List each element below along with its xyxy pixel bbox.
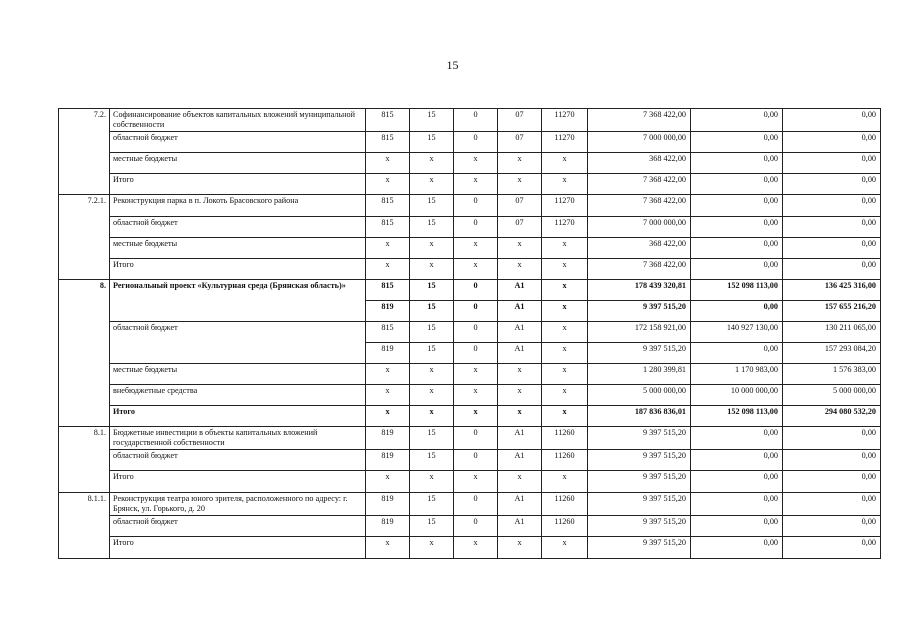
amount-cell: 187 836 836,01 [588, 406, 691, 427]
code-cell: 0 [454, 280, 498, 301]
table-row [59, 385, 881, 406]
row-name: Итого [110, 471, 366, 493]
amount-cell: 0,00 [691, 217, 783, 238]
code-cell: х [366, 238, 410, 259]
table-row [59, 217, 881, 238]
amount-cell: 0,00 [783, 537, 881, 559]
code-cell: х [366, 406, 410, 427]
code-cell: 15 [410, 301, 454, 322]
code-cell: 11270 [542, 109, 588, 132]
code-cell: х [410, 153, 454, 174]
amount-cell: 0,00 [691, 174, 783, 195]
code-cell: 15 [410, 450, 454, 471]
code-cell: 11260 [542, 450, 588, 471]
amount-cell: 10 000 000,00 [691, 385, 783, 406]
code-cell: 819 [366, 427, 410, 450]
amount-cell: 0,00 [691, 109, 783, 132]
code-cell: 15 [410, 195, 454, 217]
table-row [59, 195, 881, 217]
table-row [59, 280, 881, 301]
code-cell: 815 [366, 109, 410, 132]
code-cell: х [410, 259, 454, 280]
amount-cell: 9 397 515,20 [588, 516, 691, 537]
amount-cell: 0,00 [783, 174, 881, 195]
code-cell: х [454, 385, 498, 406]
code-cell: х [454, 259, 498, 280]
table-row [59, 427, 881, 450]
row-number: 8. [59, 280, 110, 427]
amount-cell: 0,00 [691, 537, 783, 559]
code-cell: х [498, 153, 542, 174]
amount-cell: 7 368 422,00 [588, 195, 691, 217]
table-row [59, 153, 881, 174]
row-name: Итого [110, 537, 366, 559]
row-name: Реконструкция театра юного зрителя, расположенного по адресу: г. Брянск, ул. Горького, д. 20 [110, 493, 366, 516]
amount-cell: 0,00 [691, 343, 783, 364]
amount-cell: 0,00 [783, 427, 881, 450]
row-name: Итого [110, 259, 366, 280]
code-cell: х [542, 322, 588, 343]
code-cell: х [454, 153, 498, 174]
amount-cell: 7 000 000,00 [588, 217, 691, 238]
code-cell: 11260 [542, 427, 588, 450]
table-row [59, 537, 881, 559]
code-cell: 15 [410, 132, 454, 153]
table-row [59, 322, 881, 343]
code-cell: х [542, 280, 588, 301]
code-cell: 0 [454, 427, 498, 450]
code-cell: 15 [410, 217, 454, 238]
code-cell: 15 [410, 343, 454, 364]
table-row [59, 259, 881, 280]
row-name: местные бюджеты [110, 364, 366, 385]
amount-cell: 136 425 316,00 [783, 280, 881, 301]
table-row [59, 471, 881, 493]
amount-cell: 0,00 [783, 450, 881, 471]
row-name: областной бюджет [110, 132, 366, 153]
code-cell: х [366, 537, 410, 559]
amount-cell: 0,00 [691, 427, 783, 450]
row-name: внебюджетные средства [110, 385, 366, 406]
table-row [59, 493, 881, 516]
code-cell: х [366, 259, 410, 280]
code-cell: 07 [498, 132, 542, 153]
row-name: Итого [110, 174, 366, 195]
code-cell: х [410, 174, 454, 195]
amount-cell: 0,00 [691, 516, 783, 537]
amount-cell: 157 293 084,20 [783, 343, 881, 364]
table-row [59, 406, 881, 427]
code-cell: 815 [366, 322, 410, 343]
code-cell: 07 [498, 195, 542, 217]
row-name: Реконструкция парка в п. Локоть Брасовского района [110, 195, 366, 217]
code-cell: 11270 [542, 195, 588, 217]
code-cell: х [498, 471, 542, 493]
code-cell: 0 [454, 301, 498, 322]
table-row [59, 174, 881, 195]
code-cell: А1 [498, 493, 542, 516]
amount-cell: 152 098 113,00 [691, 406, 783, 427]
code-cell: х [366, 174, 410, 195]
amount-cell: 1 576 383,00 [783, 364, 881, 385]
code-cell: х [498, 238, 542, 259]
amount-cell: 1 170 983,00 [691, 364, 783, 385]
code-cell: х [410, 471, 454, 493]
code-cell: х [498, 259, 542, 280]
amount-cell: 0,00 [691, 132, 783, 153]
code-cell: х [542, 471, 588, 493]
amount-cell: 157 655 216,20 [783, 301, 881, 322]
code-cell: 819 [366, 450, 410, 471]
row-name: областной бюджет [110, 322, 366, 364]
code-cell: 0 [454, 450, 498, 471]
table-row [59, 364, 881, 385]
amount-cell: 0,00 [691, 195, 783, 217]
amount-cell: 0,00 [783, 153, 881, 174]
code-cell: х [410, 364, 454, 385]
amount-cell: 0,00 [783, 132, 881, 153]
row-number: 7.2.1. [59, 195, 110, 280]
amount-cell: 130 211 065,00 [783, 322, 881, 343]
code-cell: А1 [498, 450, 542, 471]
row-name: местные бюджеты [110, 238, 366, 259]
code-cell: 815 [366, 195, 410, 217]
row-number: 7.2. [59, 109, 110, 195]
code-cell: 15 [410, 516, 454, 537]
amount-cell: 9 397 515,20 [588, 471, 691, 493]
amount-cell: 0,00 [691, 301, 783, 322]
code-cell: х [366, 471, 410, 493]
code-cell: х [454, 174, 498, 195]
amount-cell: 152 098 113,00 [691, 280, 783, 301]
code-cell: 819 [366, 493, 410, 516]
amount-cell: 9 397 515,20 [588, 427, 691, 450]
code-cell: А1 [498, 280, 542, 301]
code-cell: 819 [366, 343, 410, 364]
table-row [59, 132, 881, 153]
row-name: Софинансирование объектов капитальных вложений муниципальной собственности [110, 109, 366, 132]
amount-cell: 0,00 [783, 516, 881, 537]
code-cell: х [454, 471, 498, 493]
code-cell: 11260 [542, 516, 588, 537]
amount-cell: 0,00 [691, 450, 783, 471]
code-cell: х [454, 238, 498, 259]
code-cell: х [410, 537, 454, 559]
code-cell: А1 [498, 516, 542, 537]
code-cell: х [498, 537, 542, 559]
table-row [59, 238, 881, 259]
amount-cell: 0,00 [691, 471, 783, 493]
code-cell: х [542, 385, 588, 406]
code-cell: х [366, 385, 410, 406]
amount-cell: 7 368 422,00 [588, 109, 691, 132]
row-name: местные бюджеты [110, 153, 366, 174]
amount-cell: 0,00 [691, 238, 783, 259]
amount-cell: 0,00 [691, 259, 783, 280]
amount-cell: 140 927 130,00 [691, 322, 783, 343]
table-row [59, 450, 881, 471]
code-cell: 0 [454, 322, 498, 343]
code-cell: х [542, 153, 588, 174]
code-cell: 15 [410, 427, 454, 450]
code-cell: х [542, 364, 588, 385]
code-cell: х [410, 238, 454, 259]
code-cell: х [454, 364, 498, 385]
code-cell: х [542, 301, 588, 322]
code-cell: 0 [454, 217, 498, 238]
code-cell: х [542, 259, 588, 280]
amount-cell: 9 397 515,20 [588, 343, 691, 364]
row-name: областной бюджет [110, 450, 366, 471]
code-cell: 15 [410, 280, 454, 301]
amount-cell: 0,00 [691, 153, 783, 174]
table-row [59, 516, 881, 537]
amount-cell: 0,00 [783, 493, 881, 516]
amount-cell: 0,00 [783, 109, 881, 132]
code-cell: 819 [366, 516, 410, 537]
code-cell: х [542, 537, 588, 559]
code-cell: 0 [454, 195, 498, 217]
code-cell: 0 [454, 109, 498, 132]
code-cell: 11270 [542, 132, 588, 153]
code-cell: х [366, 364, 410, 385]
page-number: 15 [446, 58, 459, 72]
row-number: 8.1. [59, 427, 110, 493]
amount-cell: 7 368 422,00 [588, 174, 691, 195]
code-cell: х [454, 406, 498, 427]
code-cell: 0 [454, 516, 498, 537]
code-cell: х [498, 364, 542, 385]
code-cell: 15 [410, 493, 454, 516]
code-cell: 15 [410, 322, 454, 343]
amount-cell: 178 439 320,81 [588, 280, 691, 301]
code-cell: 819 [366, 301, 410, 322]
amount-cell: 1 280 399,81 [588, 364, 691, 385]
amount-cell: 9 397 515,20 [588, 537, 691, 559]
code-cell: 0 [454, 493, 498, 516]
amount-cell: 368 422,00 [588, 238, 691, 259]
code-cell: А1 [498, 427, 542, 450]
amount-cell: 172 158 921,00 [588, 322, 691, 343]
row-name: областной бюджет [110, 516, 366, 537]
code-cell: х [542, 174, 588, 195]
code-cell: х [498, 385, 542, 406]
code-cell: А1 [498, 343, 542, 364]
code-cell: 11270 [542, 217, 588, 238]
amount-cell: 0,00 [691, 493, 783, 516]
code-cell: х [366, 153, 410, 174]
amount-cell: 0,00 [783, 195, 881, 217]
amount-cell: 9 397 515,20 [588, 450, 691, 471]
amount-cell: 0,00 [783, 259, 881, 280]
amount-cell: 5 000 000,00 [783, 385, 881, 406]
code-cell: х [410, 406, 454, 427]
amount-cell: 294 080 532,20 [783, 406, 881, 427]
table-row [59, 109, 881, 132]
code-cell: А1 [498, 301, 542, 322]
amount-cell: 0,00 [783, 238, 881, 259]
amount-cell: 5 000 000,00 [588, 385, 691, 406]
budget-table [58, 108, 881, 559]
code-cell: 11260 [542, 493, 588, 516]
amount-cell: 0,00 [783, 217, 881, 238]
amount-cell: 368 422,00 [588, 153, 691, 174]
amount-cell: 9 397 515,20 [588, 493, 691, 516]
code-cell: 15 [410, 109, 454, 132]
row-name: Бюджетные инвестиции в объекты капитальных вложений государственной собственности [110, 427, 366, 450]
row-name: Региональный проект «Культурная среда (Брянская область)» [110, 280, 366, 322]
code-cell: х [498, 406, 542, 427]
code-cell: х [498, 174, 542, 195]
code-cell: х [410, 385, 454, 406]
code-cell: 815 [366, 280, 410, 301]
code-cell: х [542, 406, 588, 427]
code-cell: 07 [498, 109, 542, 132]
amount-cell: 7 000 000,00 [588, 132, 691, 153]
code-cell: 815 [366, 132, 410, 153]
code-cell: х [542, 238, 588, 259]
code-cell: 0 [454, 132, 498, 153]
code-cell: А1 [498, 322, 542, 343]
amount-cell: 0,00 [783, 471, 881, 493]
row-name: областной бюджет [110, 217, 366, 238]
row-name: Итого [110, 406, 366, 427]
code-cell: х [542, 343, 588, 364]
amount-cell: 7 368 422,00 [588, 259, 691, 280]
code-cell: 815 [366, 217, 410, 238]
code-cell: х [454, 537, 498, 559]
row-number: 8.1.1. [59, 493, 110, 559]
code-cell: 0 [454, 343, 498, 364]
amount-cell: 9 397 515,20 [588, 301, 691, 322]
code-cell: 07 [498, 217, 542, 238]
